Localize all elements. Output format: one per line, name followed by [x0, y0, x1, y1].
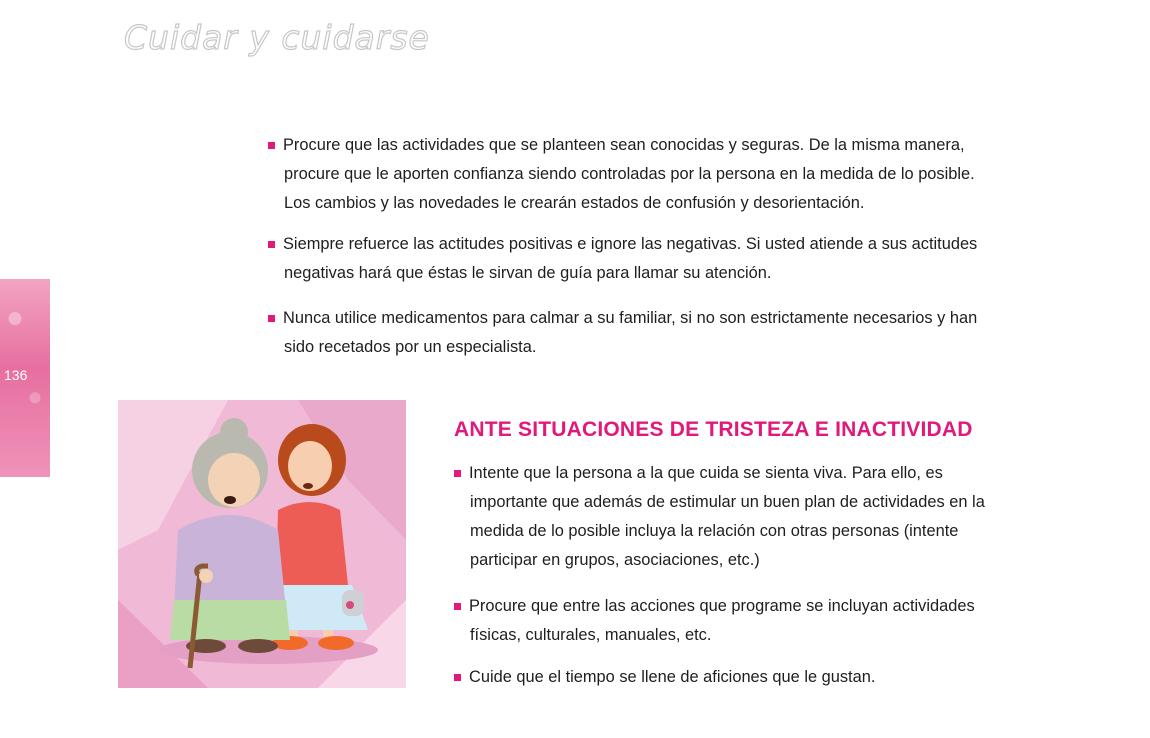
bullet-text: Cuide que el tiempo se llene de aficiones que le gustan. — [469, 668, 876, 686]
bullet-text: Procure que entre las acciones que programe se incluyan actividades físicas, culturales, manuales, etc. — [469, 597, 975, 644]
bullet-marker — [268, 315, 275, 322]
bullet-item — [268, 304, 998, 362]
bullet-marker — [454, 470, 461, 477]
page-number: 136 — [4, 367, 28, 383]
caregiver-illustration — [118, 400, 406, 688]
bullet-item — [454, 592, 1000, 650]
bullet-text: Nunca utilice medicamentos para calmar a su familiar, si no son estrictamente necesarios y han sido recetados por un especialista. — [283, 309, 978, 356]
bullet-item — [268, 131, 998, 218]
page-tab — [0, 279, 50, 477]
bullet-item — [454, 663, 1000, 692]
bullet-item — [268, 230, 998, 288]
running-head: Cuidar y cuidarse — [124, 18, 430, 57]
bullet-marker — [268, 142, 275, 149]
bullet-marker — [454, 674, 461, 681]
bullet-marker — [454, 603, 461, 610]
bullet-text: Siempre refuerce las actitudes positivas e ignore las negativas. Si usted atiende a sus actitudes negativas hará que éstas le sirvan de guía para llamar su atención. — [283, 235, 978, 282]
bullet-marker — [268, 241, 275, 248]
bullet-text: Intente que la persona a la que cuida se sienta viva. Para ello, es importante que además de estimular un buen plan de actividades en la medida de lo posible incluya la relación con otras personas (intente participar en grupos, asociaciones, etc.) — [469, 464, 985, 569]
bullet-text: Procure que las actividades que se planteen sean conocidas y seguras. De la misma manera, procure que le aporten confianza siendo controladas por la persona en la medida de lo posible. Los cambios y las novedades le crearán estados de confusión y desorientación. — [283, 136, 975, 212]
bullet-item — [454, 459, 1000, 575]
section-title: ANTE SITUACIONES DE TRISTEZA E INACTIVIDAD — [454, 418, 973, 441]
